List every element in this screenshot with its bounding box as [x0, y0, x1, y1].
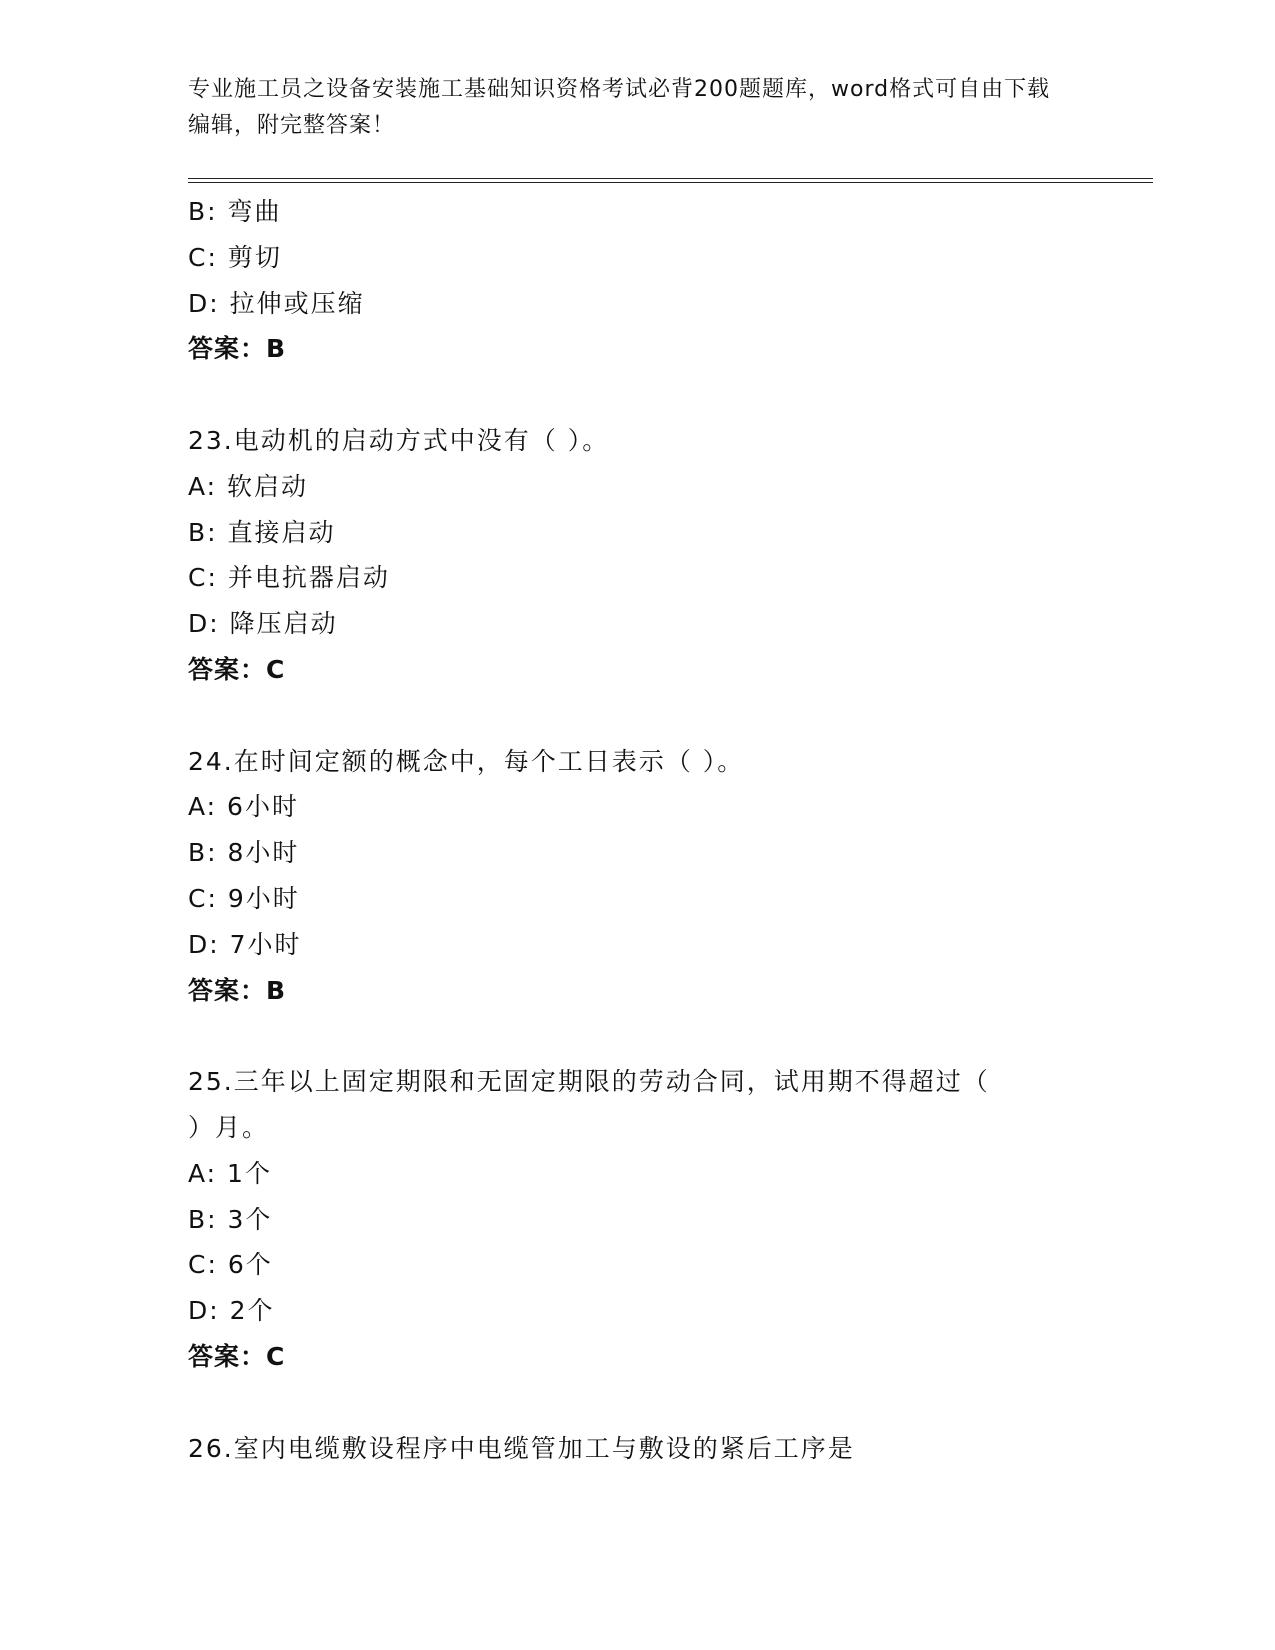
option-letter: C: [188, 242, 218, 272]
question-list [188, 189, 1088, 1471]
header-divider-bottom [188, 182, 1153, 183]
option-text: 软启动 [227, 471, 309, 501]
option-d [188, 922, 1088, 968]
option-letter: B: [188, 197, 218, 226]
question-stem-continued: ）月。 [188, 1112, 270, 1142]
spacer [188, 693, 1088, 739]
option-letter: B: [188, 838, 218, 868]
header-title: 专业施工员之设备安装施工基础知识资格考试必背200题题库，word格式可自由下载编辑，附完整答案！ [188, 77, 1051, 138]
option-letter: C: [188, 1250, 218, 1280]
option-text: 2个 [229, 1296, 275, 1326]
document-header [188, 72, 1068, 144]
option-text: 7小时 [229, 929, 302, 959]
option-text: 剪切 [227, 242, 282, 272]
option-c [188, 235, 1088, 281]
option-letter: B: [188, 517, 218, 547]
option-text: 弯曲 [227, 197, 282, 226]
option-text: 3个 [227, 1204, 273, 1234]
option-letter: D: [188, 1296, 220, 1326]
spacer [188, 1013, 1088, 1059]
question-stem: 24.在时间定额的概念中，每个工日表示（ ）。 [188, 746, 745, 776]
option-letter: D: [188, 609, 220, 639]
spacer [188, 1380, 1088, 1426]
option-d [188, 281, 1088, 327]
option-text: 6个 [227, 1250, 273, 1280]
option-letter: D: [188, 288, 220, 318]
answer-line: 答案：C [188, 1341, 286, 1371]
option-a [188, 784, 1088, 830]
option-text: 直接启动 [227, 517, 336, 547]
option-c [188, 876, 1088, 922]
option-b [188, 830, 1088, 876]
option-letter: C: [188, 883, 218, 913]
option-a [188, 464, 1088, 510]
answer-line: 答案：B [188, 975, 287, 1005]
option-text: 8小时 [227, 838, 300, 868]
option-b [188, 1197, 1088, 1243]
option-c [188, 1242, 1088, 1288]
option-b [188, 510, 1088, 556]
option-letter: A: [188, 792, 218, 822]
option-b [188, 189, 1088, 235]
answer-line: 答案：C [188, 654, 286, 684]
option-letter: D: [188, 929, 220, 959]
question-stem: 23.电动机的启动方式中没有（ ）。 [188, 425, 610, 455]
option-letter: A: [188, 471, 218, 501]
answer-line: 答案：B [188, 334, 287, 364]
header-divider-top [188, 178, 1153, 179]
option-d [188, 601, 1088, 647]
option-text: 拉伸或压缩 [229, 288, 365, 318]
question-stem: 25.三年以上固定期限和无固定期限的劳动合同，试用期不得超过（ [188, 1067, 990, 1097]
option-letter: A: [188, 1158, 218, 1188]
option-a [188, 1151, 1088, 1197]
option-letter: B: [188, 1204, 218, 1234]
option-d [188, 1288, 1088, 1334]
option-text: 1个 [227, 1158, 272, 1188]
question-stem: 26.室内电缆敷设程序中电缆管加工与敷设的紧后工序是 [188, 1433, 855, 1463]
option-text: 并电抗器启动 [227, 563, 390, 593]
option-text: 6小时 [227, 792, 299, 822]
spacer [188, 372, 1088, 418]
option-text: 9小时 [227, 883, 300, 913]
option-text: 降压启动 [229, 609, 338, 639]
option-letter: C: [188, 563, 218, 593]
option-c [188, 555, 1088, 601]
